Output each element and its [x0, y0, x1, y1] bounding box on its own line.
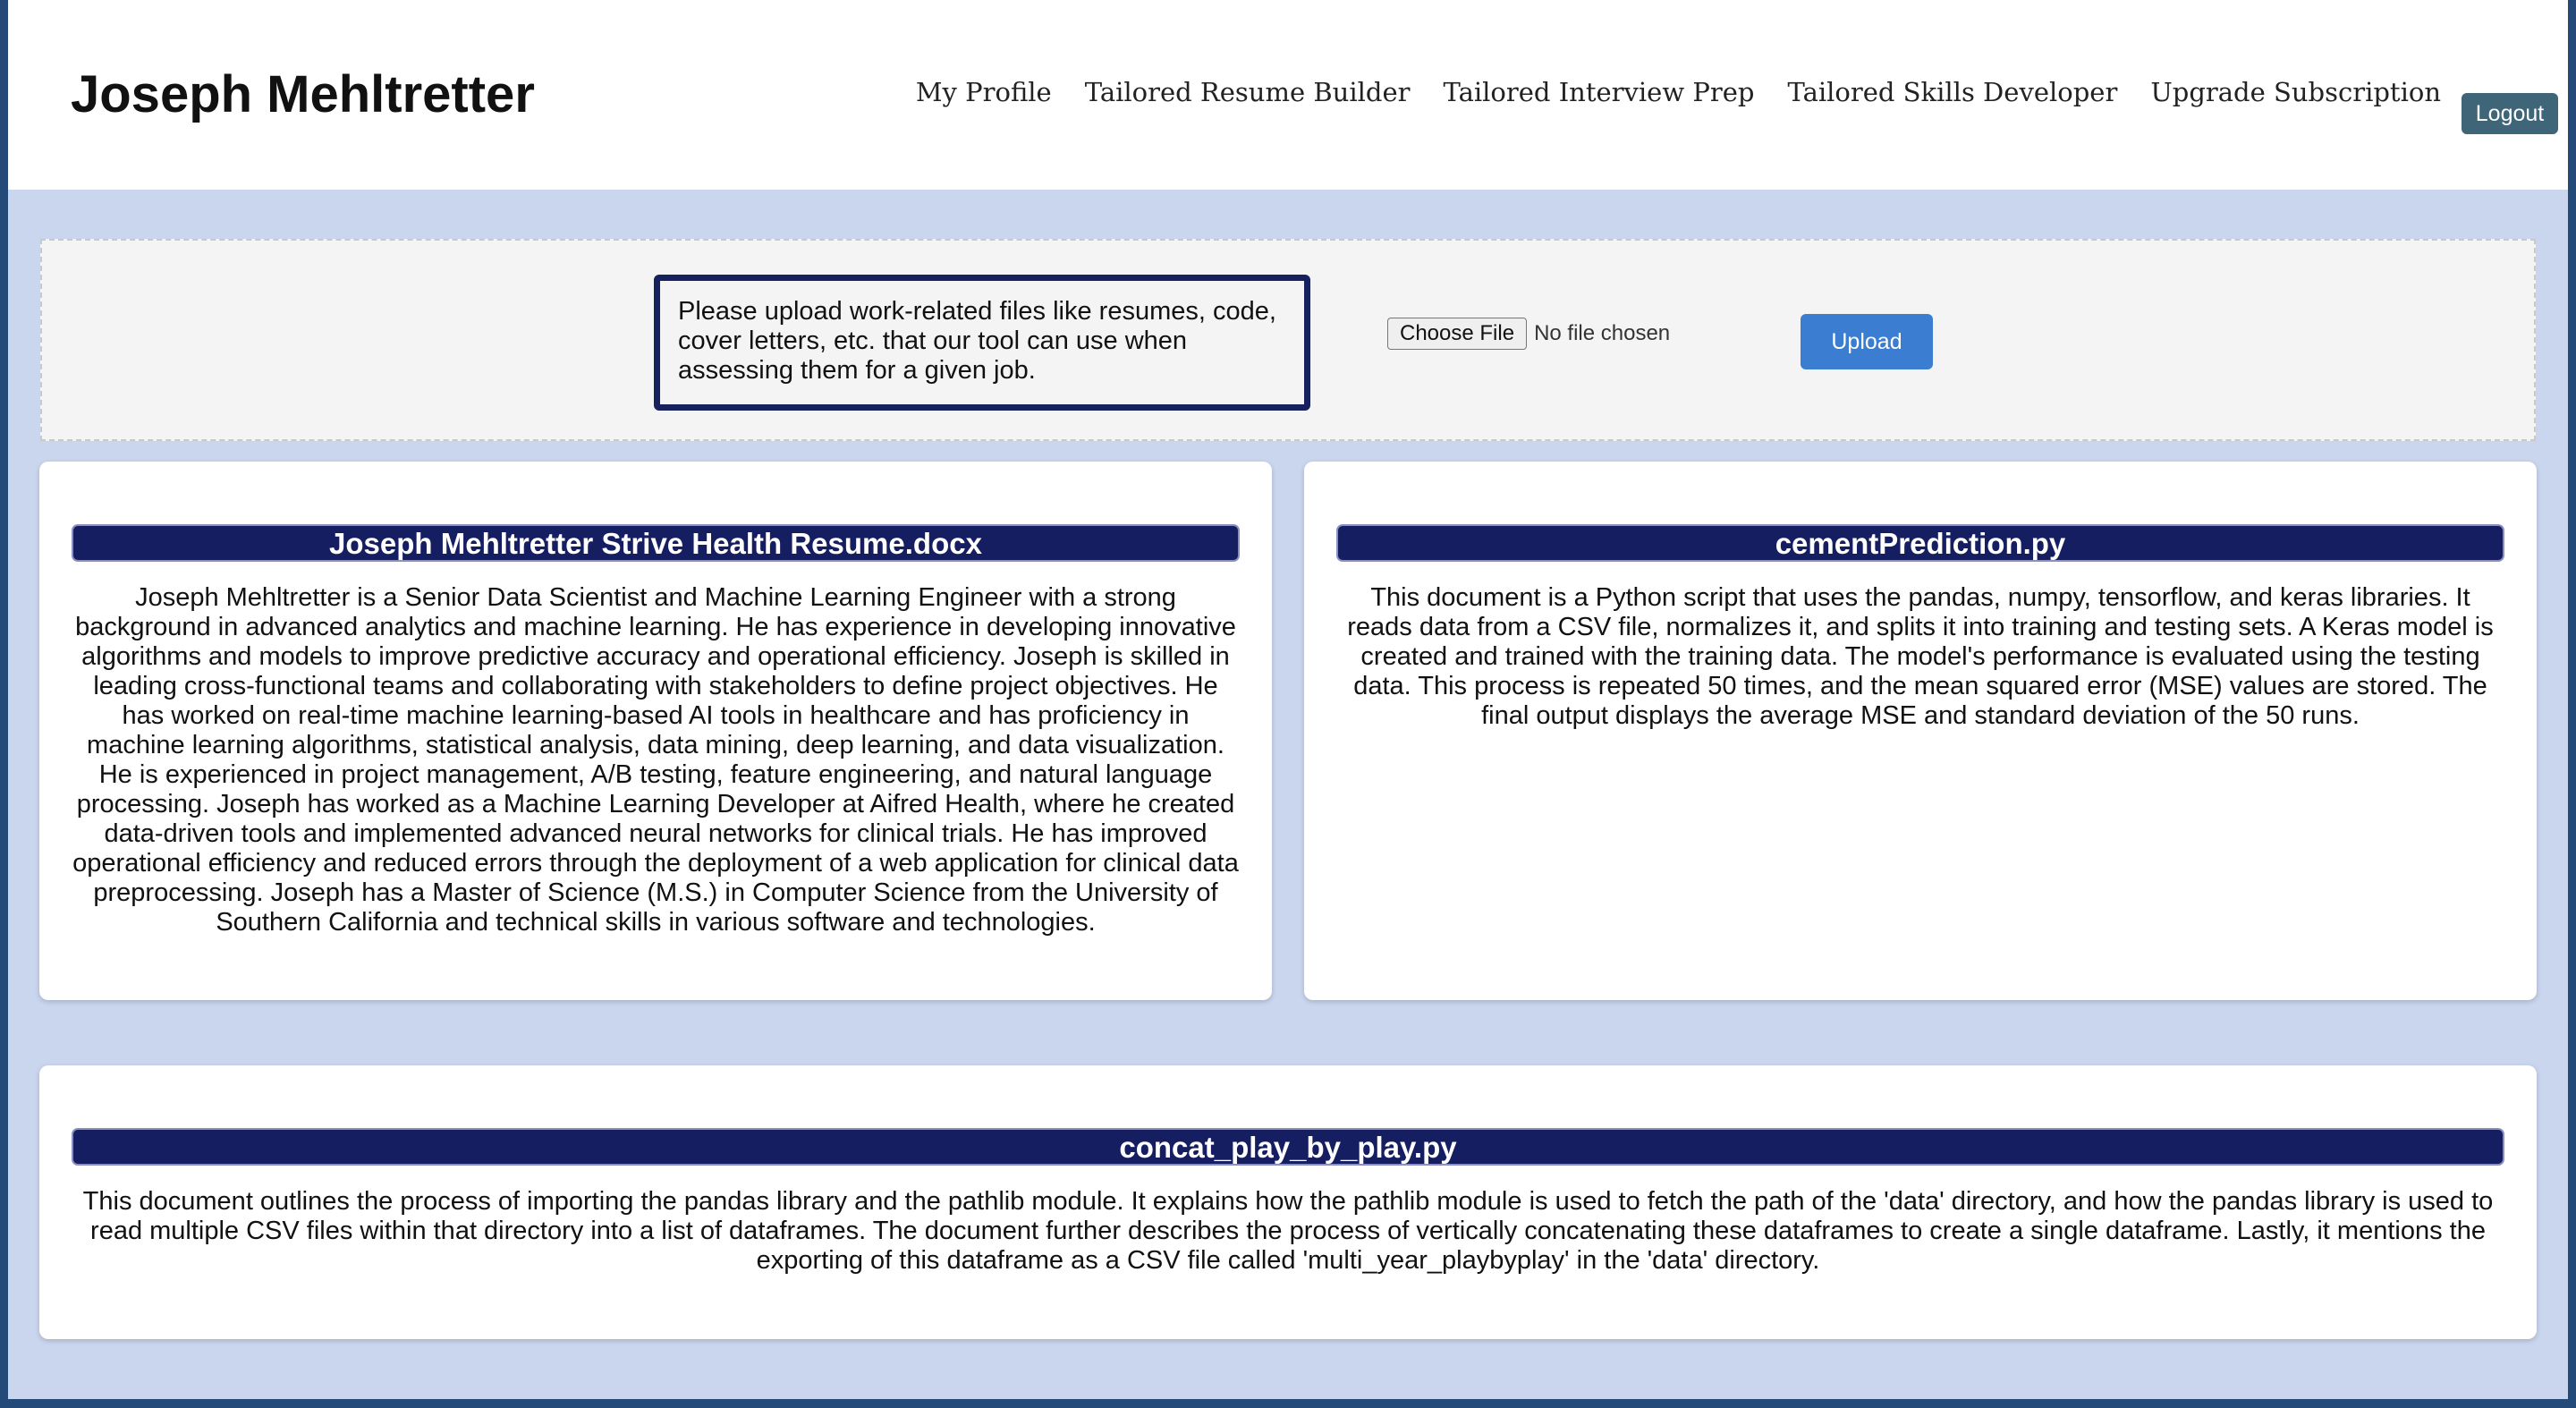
- document-card: [39, 462, 1272, 1000]
- logout-button[interactable]: Logout: [2462, 93, 2558, 134]
- document-title: cementPrediction.py: [1336, 524, 2504, 562]
- nav-tailored-interview-prep[interactable]: Tailored Interview Prep: [1443, 77, 1755, 107]
- nav-tailored-resume-builder[interactable]: Tailored Resume Builder: [1084, 77, 1411, 107]
- nav-tailored-skills-developer[interactable]: Tailored Skills Developer: [1787, 77, 2118, 107]
- document-summary: Joseph Mehltretter is a Senior Data Scientist and Machine Learning Engineer with a strong background in advanced analytics and machine learning. He has experience in developing innovative algorithms and models to improve predictive accuracy and operational efficiency. Joseph is skilled in leading cross-functional teams and collaborating with stakeholders to define project objectives. He has worked on real-time machine learning-based AI tools in healthcare and has proficiency in machine learning algorithms, statistical analysis, data mining, deep learning, and data visualization. He is experienced in project management, A/B testing, feature engineering, and natural language processing. Joseph has worked as a Machine Learning Developer at Aifred Health, where he created data-driven tools and implemented advanced neural networks for clinical trials. He has improved operational efficiency and reduced errors through the deployment of a web application for clinical data preprocessing. Joseph has a Master of Science (M.S.) in Computer Science from the University of Southern California and technical skills in various software and technologies.: [72, 583, 1239, 937]
- upload-instructions: Please upload work-related files like resumes, code, cover letters, etc. that our tool can use when assessing them for a given job.: [654, 275, 1310, 411]
- document-card: [39, 1065, 2537, 1339]
- upload-panel: [40, 239, 2536, 441]
- main-nav: [916, 77, 2441, 107]
- document-summary: This document is a Python script that uses the pandas, numpy, tensorflow, and keras libraries. It reads data from a CSV file, normalizes it, and splits it into training and testing sets. A Keras model is created and trained with the training data. The model's performance is evaluated using the testing data. This process is repeated 50 times, and the mean squared error (MSE) values are stored. The final output displays the average MSE and standard deviation of the 50 runs.: [1347, 583, 2494, 730]
- app-frame: [8, 0, 2568, 1399]
- upload-button[interactable]: Upload: [1801, 314, 1933, 369]
- document-summary: This document outlines the process of importing the pandas library and the pathlib module. It explains how the pathlib module is used to fetch the path of the 'data' directory, and how the pandas library is used to read multiple CSV files within that directory into a list of dataframes. The document further describes the process of vertically concatenating these dataframes to create a single dataframe. Lastly, it mentions the exporting of this dataframe as a CSV file called 'multi_year_playbyplay' in the 'data' directory.: [82, 1187, 2494, 1275]
- nav-upgrade-subscription[interactable]: Upgrade Subscription: [2150, 77, 2441, 107]
- choose-file-button[interactable]: Choose File: [1387, 318, 1527, 350]
- document-card: [1304, 462, 2537, 1000]
- document-title: Joseph Mehltretter Strive Health Resume.docx: [72, 524, 1240, 562]
- document-title: concat_play_by_play.py: [72, 1128, 2504, 1166]
- nav-my-profile[interactable]: My Profile: [915, 77, 1052, 107]
- user-name-title: Joseph Mehltretter: [71, 65, 535, 123]
- file-input[interactable]: [1387, 318, 1670, 350]
- file-status-text: No file chosen: [1534, 321, 1671, 345]
- site-header: [8, 0, 2568, 190]
